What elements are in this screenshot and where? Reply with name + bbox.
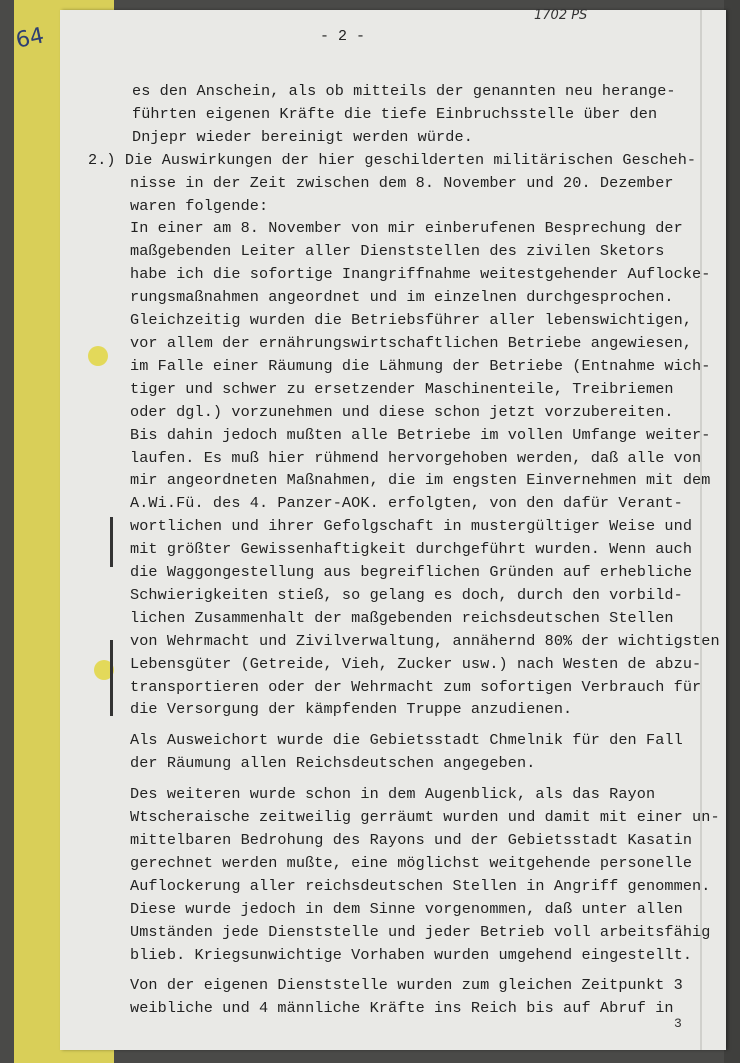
folder-number: 64 xyxy=(13,23,47,54)
text-line: Bis dahin jedoch mußten alle Betriebe im vollen Umfange weiter- xyxy=(130,425,711,444)
text-line: maßgebenden Leiter aller Dienststellen des zivilen Sketors xyxy=(130,242,665,261)
text-line: gerechnet werden mußte, eine möglichst weitgehende personelle xyxy=(130,853,693,872)
text-line: habe ich die sofortige Inangriffnahme weitestgehender Auflocke- xyxy=(130,265,711,284)
page-number: - 2 - xyxy=(320,28,366,45)
text-line: wortlichen und ihrer Gefolgschaft in mustergültiger Weise und xyxy=(130,517,693,536)
text-line: von Wehrmacht und Zivilverwaltung, annähernd 80% der wichtigsten xyxy=(130,631,720,650)
text-line: Gleichzeitig wurden die Betriebsführer aller lebenswichtigen, xyxy=(130,311,693,330)
text-line: Wtscheraische zeitweilig gerräumt wurden und damit mit einer un- xyxy=(130,808,720,827)
text-line: A.Wi.Fü. des 4. Panzer-AOK. erfolgten, von den dafür Verant- xyxy=(130,494,683,513)
text-line: Von der eigenen Dienststelle wurden zum gleichen Zeitpunkt 3 xyxy=(130,976,683,995)
text-line: mir angeordneten Maßnahmen, die im engsten Einvernehmen mit dem xyxy=(130,471,711,490)
text-line: tiger und schwer zu ersetzender Maschinenteile, Treibriemen xyxy=(130,379,674,398)
text-line: blieb. Kriegsunwichtige Vorhaben wurden umgehend eingestellt. xyxy=(130,945,693,964)
text-line: im Falle einer Räumung die Lähmung der Betriebe (Entnahme wich- xyxy=(130,356,711,375)
text-line: Des weiteren wurde schon in dem Augenblick, als das Rayon xyxy=(130,785,656,804)
text-line: vor allem der ernährungswirtschaftlichen Betriebe angewiesen, xyxy=(130,333,693,352)
text-line: laufen. Es muß hier rühmend hervorgehoben werden, daß alle von xyxy=(130,448,702,467)
text-line: die Versorgung der kämpfenden Truppe anzudienen. xyxy=(130,700,573,719)
text-line: es den Anschein, als ob mitteils der genannten neu herange- xyxy=(132,82,676,100)
text-line: mit größter Gewissenhaftigkeit durchgeführt wurden. Wenn auch xyxy=(130,540,693,559)
text-line: lichen Zusammenhalt der maßgebenden reichsdeutschen Stellen xyxy=(130,608,674,627)
section-heading: 2.) Die Auswirkungen der hier geschilderten militärischen Gescheh- xyxy=(88,150,697,169)
text-line: nisse in der Zeit zwischen dem 8. November und 20. Dezember xyxy=(130,173,674,192)
text-line: mittelbaren Bedrohung des Rayons und der Gebietsstadt Kasatin xyxy=(130,831,693,849)
text-line: Als Ausweichort wurde die Gebietsstadt Chmelnik für den Fall xyxy=(130,731,683,750)
archive-stamp: 1702 PS xyxy=(534,8,588,23)
text-line: oder dgl.) vorzunehmen und diese schon jetzt vorzubereiten. xyxy=(130,402,674,421)
text-line: Auflockerung aller reichsdeutschen Stellen in Angriff genommen. xyxy=(130,876,711,895)
text-line: transportieren oder der Wehrmacht zum sofortigen Verbrauch für xyxy=(130,677,702,696)
text-line: waren folgende: xyxy=(130,196,269,215)
text-line: die Waggongestellung aus begreiflichen Gründen auf erhebliche xyxy=(130,563,693,582)
text-line: Diese wurde jedoch in dem Sinne vorgenommen, daß unter allen xyxy=(130,899,683,918)
text-line: der Räumung allen Reichsdeutschen angegeben. xyxy=(130,754,536,773)
text-line: rungsmaßnahmen angeordnet und im einzelnen durchgesprochen. xyxy=(130,288,674,307)
text-line: Dnjepr wieder bereinigt werden würde. xyxy=(132,127,473,146)
text-line: führten eigenen Kräfte die tiefe Einbruchsstelle über den xyxy=(132,104,658,123)
text-line: Umständen jede Dienststelle und jeder Betrieb voll arbeitsfähig xyxy=(130,922,711,941)
document-body xyxy=(88,80,720,1020)
text-line: weibliche und 4 männliche Kräfte ins Reich bis auf Abruf in xyxy=(130,999,674,1018)
scan-edge xyxy=(724,0,740,1063)
text-line: Lebensgüter (Getreide, Vieh, Zucker usw.) nach Westen de abzu- xyxy=(130,654,702,673)
continuation-mark: 3 xyxy=(674,1016,682,1031)
text-line: Schwierigkeiten stieß, so gelang es doch, durch den vorbild- xyxy=(130,585,683,604)
text-line: In einer am 8. November von mir einberufenen Besprechung der xyxy=(130,219,683,238)
